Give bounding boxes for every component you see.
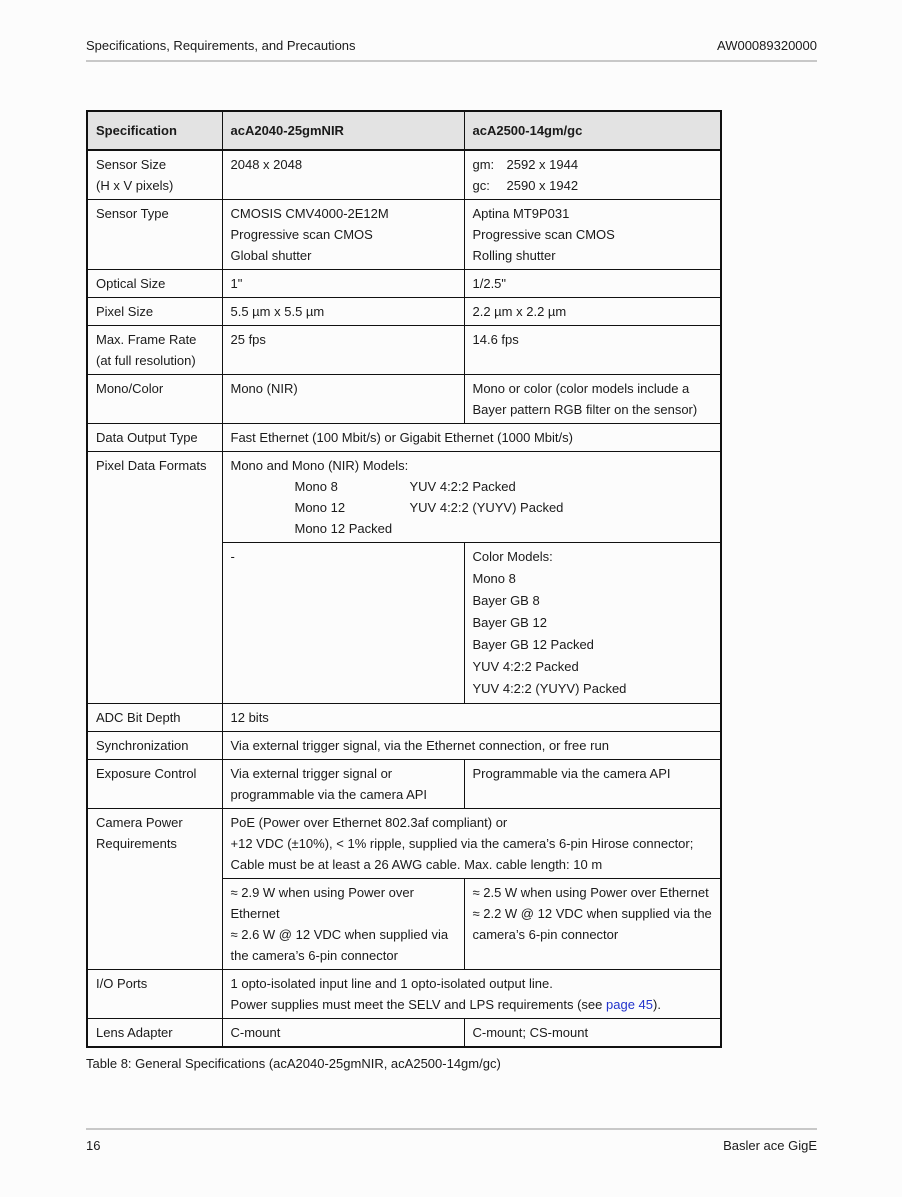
- cell-sensor-size-label: [87, 150, 222, 200]
- cell-line: Aptina MT9P031: [472, 206, 570, 221]
- col-header-specification: Specification: [87, 111, 222, 150]
- cell-adc-value: 12 bits: [222, 704, 721, 732]
- list-item: YUV 4:2:2 Packed: [472, 659, 579, 674]
- cell-line: Cable must be at least a 26 AWG cable. Max. cable length: 10 m: [230, 857, 603, 872]
- cell-line: +12 VDC (±10%), < 1% ripple, supplied via the camera’s 6-pin Hirose connector;: [230, 836, 694, 851]
- row-sensor-size: [87, 150, 721, 200]
- cell-line: 1 opto-isolated input line and 1 opto-isolated output line.: [230, 976, 553, 991]
- label-line: Max. Frame Rate: [96, 332, 197, 347]
- cell-sync-label: Synchronization: [87, 732, 222, 760]
- cell-lens-adapter-aca2500: C-mount; CS-mount: [464, 1019, 721, 1048]
- footer-page-number: 16: [86, 1138, 101, 1153]
- cell-max-frame-rate-label: [87, 326, 222, 375]
- io-ports-link-suffix: ).: [653, 997, 661, 1012]
- list-item: Mono 12: [294, 500, 346, 515]
- list-item: Bayer GB 12 Packed: [472, 637, 594, 652]
- cell-sensor-type-label: Sensor Type: [87, 200, 222, 270]
- cell-lens-adapter-label: Lens Adapter: [87, 1019, 222, 1048]
- row-exposure-control: [87, 760, 721, 809]
- cell-exposure-aca2500: Programmable via the camera API: [464, 760, 721, 809]
- cell-mono-color-aca2040: Mono (NIR): [222, 375, 464, 424]
- gm-value: 2592 x 1944: [506, 157, 579, 172]
- cell-line: Global shutter: [230, 248, 312, 263]
- row-pixel-size: [87, 298, 721, 326]
- row-data-output-type: [87, 424, 721, 452]
- cell-mono-color-aca2500: Mono or color (color models include a Bayer pattern RGB filter on the sensor): [464, 375, 721, 424]
- list-item: YUV 4:2:2 (YUYV) Packed: [409, 500, 564, 515]
- cell-exposure-aca2040: Via external trigger signal or programmable via the camera API: [222, 760, 464, 809]
- cell-pixel-formats-color-models: [464, 543, 721, 704]
- header-document-number: AW00089320000: [717, 38, 817, 53]
- cell-optical-size-aca2500: 1/2.5": [464, 270, 721, 298]
- sensor-size-gm: [473, 154, 713, 175]
- page-45-link[interactable]: page 45: [606, 997, 654, 1012]
- cell-io-ports-label: I/O Ports: [87, 970, 222, 1019]
- list-item: Color Models:: [472, 549, 553, 564]
- cell-io-ports-value: [222, 970, 721, 1019]
- list-item: Bayer GB 12: [472, 615, 547, 630]
- cell-camera-power-shared: [222, 809, 721, 879]
- row-lens-adapter: [87, 1019, 721, 1048]
- row-pixel-data-formats-mono: [87, 452, 721, 543]
- cell-line: PoE (Power over Ethernet 802.3af compliant) or: [230, 815, 508, 830]
- cell-exposure-label: Exposure Control: [87, 760, 222, 809]
- cell-max-frame-rate-aca2040: 25 fps: [222, 326, 464, 375]
- cell-pixel-size-label: Pixel Size: [87, 298, 222, 326]
- io-ports-link-prefix: Power supplies must meet the SELV and LPS requirements (see: [230, 997, 607, 1012]
- row-adc-bit-depth: [87, 704, 721, 732]
- cell-camera-power-aca2040: [222, 879, 464, 970]
- page-footer: [86, 1138, 817, 1153]
- cell-adc-label: ADC Bit Depth: [87, 704, 222, 732]
- page-content: [86, 110, 720, 1073]
- gc-value: 2590 x 1942: [506, 178, 579, 193]
- cell-sensor-type-aca2500: [464, 200, 721, 270]
- table-caption: Table 8: General Specifications (acA2040-25gmNIR, acA2500-14gm/gc): [86, 1056, 501, 1071]
- table-header-row: [87, 111, 721, 150]
- cell-sensor-type-aca2040: [222, 200, 464, 270]
- cell-line: Rolling shutter: [472, 248, 556, 263]
- list-item: YUV 4:2:2 (YUYV) Packed: [472, 681, 627, 696]
- cell-max-frame-rate-aca2500: 14.6 fps: [464, 326, 721, 375]
- footer-divider: [86, 1128, 817, 1130]
- gm-label: gm:: [472, 157, 495, 172]
- cell-lens-adapter-aca2040: C-mount: [222, 1019, 464, 1048]
- row-sensor-type: [87, 200, 721, 270]
- row-max-frame-rate: [87, 326, 721, 375]
- label-line: Requirements: [96, 836, 177, 851]
- label-line: (H x V pixels): [96, 178, 174, 193]
- cell-optical-size-label: Optical Size: [87, 270, 222, 298]
- spec-table: [86, 110, 722, 1048]
- sensor-size-gc: [473, 175, 713, 196]
- cell-line: CMOSIS CMV4000-2E12M: [230, 206, 389, 221]
- cell-camera-power-label: [87, 809, 222, 970]
- power-value: ≈ 2.9 W when using Power over Ethernet: [230, 885, 414, 921]
- cell-sync-value: Via external trigger signal, via the Ethernet connection, or free run: [222, 732, 721, 760]
- cell-line: Progressive scan CMOS: [472, 227, 615, 242]
- cell-pixel-size-aca2500: 2.2 µm x 2.2 µm: [464, 298, 721, 326]
- cell-sensor-size-aca2040: 2048 x 2048: [222, 150, 464, 200]
- row-optical-size: [87, 270, 721, 298]
- cell-optical-size-aca2040: 1": [222, 270, 464, 298]
- cell-data-output-value: Fast Ethernet (100 Mbit/s) or Gigabit Ethernet (1000 Mbit/s): [222, 424, 721, 452]
- cell-pixel-formats-dash: -: [222, 543, 464, 704]
- cell-pixel-formats-label: Pixel Data Formats: [87, 452, 222, 704]
- power-value: ≈ 2.6 W @ 12 VDC when supplied via the camera’s 6-pin connector: [230, 927, 449, 963]
- label-line: Camera Power: [96, 815, 183, 830]
- row-camera-power-shared: [87, 809, 721, 879]
- col-header-aca2040-25gmnir: acA2040-25gmNIR: [222, 111, 464, 150]
- cell-pixel-formats-mono: [222, 452, 721, 543]
- mono-format-list-left: [295, 476, 410, 539]
- page-header: [86, 38, 817, 53]
- row-synchronization: [87, 732, 721, 760]
- cell-data-output-label: Data Output Type: [87, 424, 222, 452]
- power-value: ≈ 2.2 W @ 12 VDC when supplied via the camera’s 6-pin connector: [472, 906, 712, 942]
- gc-label: gc:: [472, 178, 490, 193]
- power-value: ≈ 2.5 W when using Power over Ethernet: [472, 885, 709, 900]
- list-item: Mono 12 Packed: [294, 521, 393, 536]
- header-section-title: Specifications, Requirements, and Precautions: [86, 38, 356, 53]
- list-item: Bayer GB 8: [472, 593, 540, 608]
- mono-format-lists: [231, 476, 713, 539]
- header-divider: [86, 60, 817, 62]
- label-line: Sensor Size: [96, 157, 167, 172]
- row-io-ports: [87, 970, 721, 1019]
- label-line: (at full resolution): [96, 353, 196, 368]
- cell-line-with-link: [231, 994, 713, 1015]
- mono-models-heading: Mono and Mono (NIR) Models:: [230, 458, 409, 473]
- list-item: YUV 4:2:2 Packed: [409, 479, 516, 494]
- cell-sensor-size-aca2500: [464, 150, 721, 200]
- cell-pixel-size-aca2040: 5.5 µm x 5.5 µm: [222, 298, 464, 326]
- footer-document-title: Basler ace GigE: [723, 1138, 817, 1153]
- col-header-aca2500-14gm-gc: acA2500-14gm/gc: [464, 111, 721, 150]
- cell-camera-power-aca2500: [464, 879, 721, 970]
- cell-line: Progressive scan CMOS: [230, 227, 373, 242]
- cell-mono-color-label: Mono/Color: [87, 375, 222, 424]
- mono-format-list-right: [410, 476, 564, 539]
- list-item: Mono 8: [294, 479, 338, 494]
- row-mono-color: [87, 375, 721, 424]
- list-item: Mono 8: [472, 571, 516, 586]
